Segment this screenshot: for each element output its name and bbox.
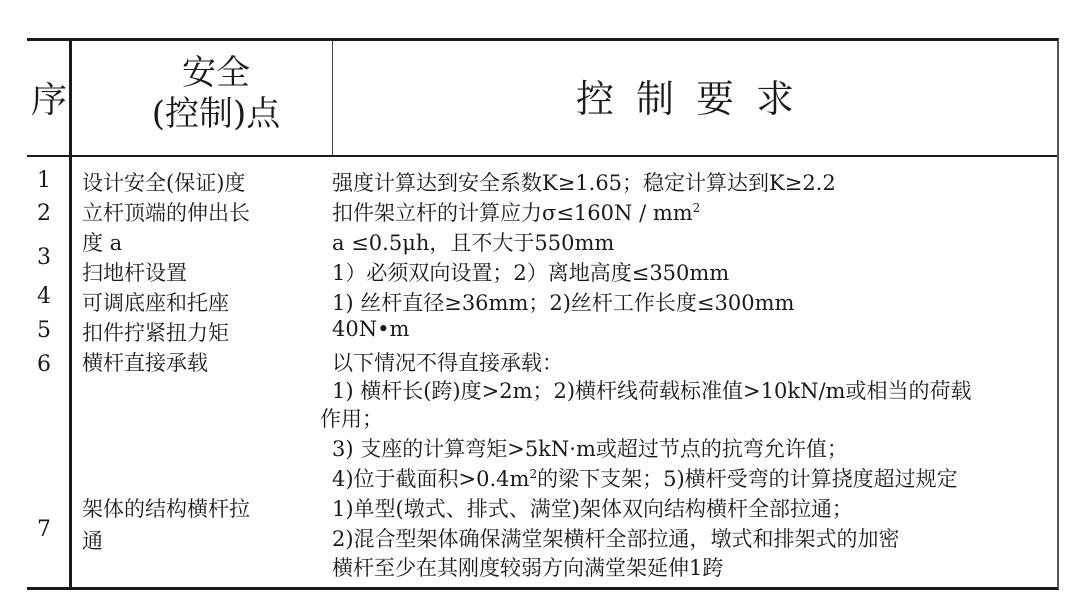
req-torque: 40N•m — [332, 317, 410, 341]
req-load-cond-4-a: 4)位于截面积>0.4m — [332, 467, 530, 491]
req-screw-rod: 1) 丝杆直径≥36mm；2)丝杆工作长度≤300mm — [332, 291, 795, 315]
req-mixed-type-cont: 横杆至少在其刚度较弱方向满堂架延伸1跨 — [332, 556, 724, 580]
req-stress-exponent: 2 — [692, 201, 701, 215]
point-structural-crossbar-cont: 通 — [82, 529, 103, 553]
header-control-point — [99, 53, 333, 135]
point-fastener-torque: 扣件拧紧扭力矩 — [82, 321, 229, 345]
row-number: 1 — [37, 168, 51, 193]
point-pole-extension-cont: 度 a — [82, 231, 123, 255]
row-number: 5 — [37, 318, 51, 343]
req-mixed-type: 2)混合型架体确保满堂架横杆全部拉通，墩式和排架式的加密 — [332, 527, 900, 551]
column-divider-seq — [69, 41, 72, 587]
req-extension-length: a ≤0.5μh，且不大于550mm — [332, 231, 615, 255]
point-pole-extension: 立杆顶端的伸出长 — [82, 201, 250, 225]
point-design-safety: 设计安全(保证)度 — [82, 171, 246, 195]
req-sweep-rod: 1）必须双向设置；2）离地高度≤350mm — [332, 261, 730, 285]
point-crossbar-load: 横杆直接承载 — [82, 351, 208, 375]
point-adjustable-base: 可调底座和托座 — [82, 291, 229, 315]
header-point-line2: (控制)点 — [151, 93, 281, 134]
row-number: 6 — [37, 352, 51, 377]
row-number: 4 — [37, 284, 51, 309]
req-load-cond-1-cont: 作用； — [320, 407, 383, 431]
safety-control-table — [27, 38, 1059, 590]
row-number: 7 — [37, 517, 51, 542]
header-point-line1: 安全 — [182, 53, 250, 93]
header-divider — [27, 155, 1057, 157]
req-stress-text: 扣件架立杆的计算应力σ≤160N / mm — [332, 201, 693, 225]
req-load-cond-4-b: 的梁下支架；5)横杆受弯的计算挠度超过规定 — [537, 467, 958, 491]
req-load-cond-1: 1) 横杆长(跨)度>2m；2)横杆线荷载标准值>10kN/m或相当的荷载 — [332, 379, 972, 403]
req-single-type: 1)单型(墩式、排式、满堂)架体双向结构横杆全部拉通； — [332, 497, 853, 521]
req-load-cond-3: 3) 支座的计算弯矩>5kN·m或超过节点的抗弯允许值； — [332, 437, 848, 461]
point-structural-crossbar: 架体的结构横杆拉 — [82, 497, 250, 521]
header-requirement: 控制要求 — [575, 77, 816, 121]
point-sweep-rod: 扫地杆设置 — [82, 261, 187, 285]
req-safety-factor: 强度计算达到安全系数K≥1.65；稳定计算达到K≥2.2 — [332, 171, 836, 195]
row-number: 2 — [37, 201, 51, 226]
req-stress — [332, 197, 700, 227]
req-no-direct-load: 以下情况不得直接承载： — [332, 351, 563, 375]
row-number: 3 — [37, 245, 51, 270]
header-seq: 序 — [30, 80, 67, 121]
req-area-exponent: 2 — [529, 467, 538, 481]
req-load-cond-4 — [332, 463, 958, 493]
